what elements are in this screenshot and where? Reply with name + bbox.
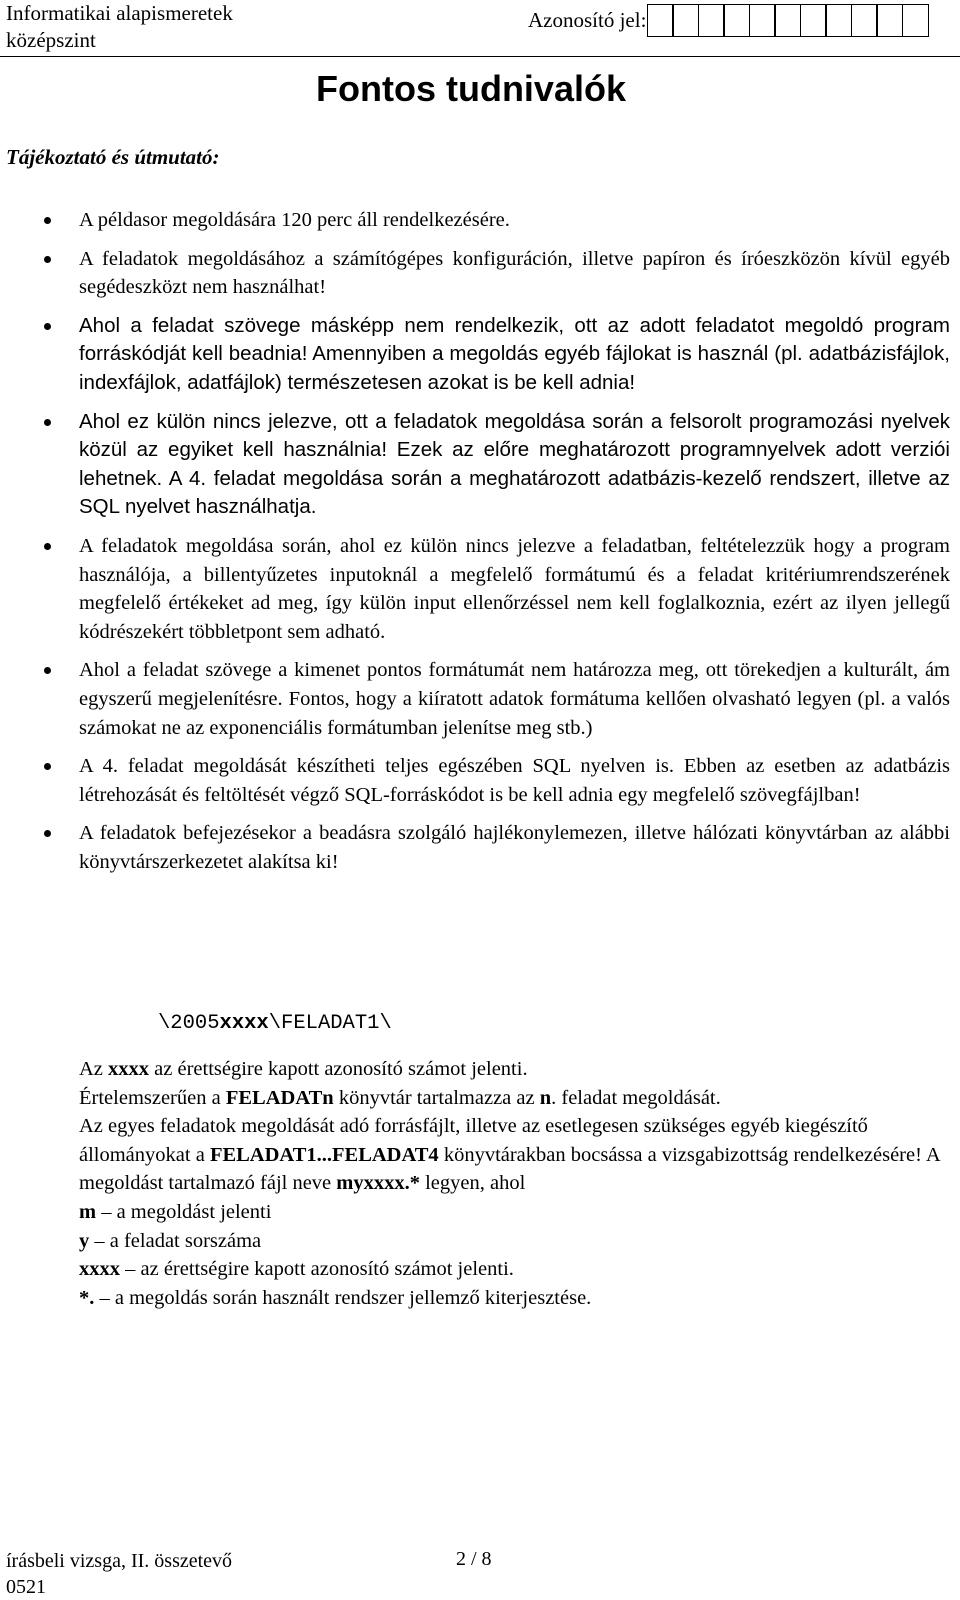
list-item (44, 752, 950, 809)
bullet-icon (44, 763, 51, 770)
list-item-text: Ahol a feladat szövege másképp nem rendelkezik, ott az adott feladatot megoldó program forráskódját kell beadnia! Amennyiben a megoldás egyéb fájlokat is használ (pl. adatbázisfájlok, indexfájlok, adatfájlok) természetesen azokat is be kell adnia! (79, 313, 950, 394)
id-digit-box (876, 4, 903, 37)
explanation-line: Az xxxx az érettségire kapott azonosító számot jelenti. (79, 1058, 528, 1080)
id-digit-box (749, 4, 776, 37)
section-subtitle: Tájékoztató és útmutató: (6, 145, 220, 169)
naming-explanation (79, 1055, 949, 1312)
list-item-text: A feladatok megoldása során, ahol ez külön nincs jelezve a feladatban, feltételezzük hogy a program használója, a billentyűzetes inputoknál a megfelelő formátumú és a feladat kritériumrendszerének megfelelő értékeket ad meg, így külön input ellenőrzéssel nem kell foglalkoznia, ezért az ilyen jellegű kódrészekért többletpont sem adható. (79, 534, 950, 643)
header-level: középszint (6, 28, 96, 52)
legend-line: m – a megoldást jelenti (79, 1200, 272, 1223)
header-divider (0, 56, 960, 57)
id-digit-box (774, 4, 801, 37)
footer-code: 0521 (6, 1576, 46, 1598)
legend-line: y – a feladat sorszáma (79, 1229, 262, 1252)
list-item (44, 408, 950, 522)
list-item (44, 819, 950, 876)
list-item-text: A példasor megoldására 120 perc áll rendelkezésére. (79, 209, 510, 231)
directory-path: \2005xxxx\FELADAT1\ (158, 1012, 392, 1035)
list-item-text: Ahol a feladat szövege a kimenet pontos formátumát nem határozza meg, ott törekedjen a kulturált, ám egyszerű megjelenítésre. Fontos, hogy a kiíratott adatok formátuma kellően olvasható legyen (pl. a valós számokat ne az exponenciális formátumban jelenítse meg stb.) (79, 659, 950, 739)
id-digit-box (825, 4, 852, 37)
id-digit-box (698, 4, 725, 37)
id-digit-box (672, 4, 699, 37)
list-item-text: A 4. feladat megoldását készítheti teljes egészében SQL nyelven is. Ebben az esetben az adatbázis létrehozását és feltöltését végző SQL-forráskódot is be kell adnia egy megfelelő szövegfájlban! (79, 755, 950, 806)
explanation-line: Az egyes feladatok megoldását adó forrásfájlt, illetve az esetlegesen szükséges egyéb kiegészítő állományokat a FELADAT1...FELADAT4 könyvtárakban bocsássa a vizsgabizottság rendelkezésére! A megoldást tartalmazó fájl neve myxxxx.* legyen, ahol (79, 1115, 940, 1195)
id-digit-box (851, 4, 878, 37)
id-digit-box (647, 4, 674, 37)
legend-line: *. – a megoldás során használt rendszer jellemző kiterjesztése. (79, 1286, 592, 1309)
list-item-text: A feladatok befejezésekor a beadásra szolgáló hajlékonylemezen, illetve hálózati könyvtárban az alábbi könyvtárszerkezetet alakítsa ki! (79, 822, 950, 873)
explanation-line: Értelemszerűen a FELADATn könyvtár tartalmazza az n. feladat megoldását. (79, 1086, 721, 1109)
id-digit-box (800, 4, 827, 37)
page-number: 2 / 8 (456, 1548, 492, 1570)
bullet-icon (44, 323, 51, 330)
instructions-list (44, 206, 950, 886)
id-boxes (648, 4, 929, 37)
id-label: Azonosító jel: (528, 8, 647, 32)
header-subject-block (6, 0, 233, 54)
bullet-icon (44, 217, 51, 224)
id-digit-box (723, 4, 750, 37)
bullet-icon (44, 543, 51, 550)
list-item (44, 312, 950, 398)
page-title: Fontos tudnivalók (316, 68, 626, 109)
list-item (44, 532, 950, 646)
header-subject: Informatikai alapismeretek (6, 1, 233, 25)
list-item-text: Ahol ez külön nincs jelezve, ott a feladatok megoldása során a felsorolt programozási nyelvek közül az egyiket kell használnia! Ezek az előre meghatározott programnyelvek adott verziói lehetnek. A 4. feladat megoldása során a meghatározott adatbázis-kezelő rendszert, illetve az SQL nyelvet használhatja. (79, 409, 950, 519)
list-item-text: A feladatok megoldásához a számítógépes konfiguráción, illetve papíron és íróeszközön kívül egyéb segédeszközt nem használhat! (79, 247, 950, 299)
bullet-icon (44, 256, 51, 263)
bullet-icon (44, 830, 51, 837)
list-item (44, 206, 950, 235)
footer (6, 1548, 232, 1600)
list-item (44, 245, 950, 302)
bullet-icon (44, 419, 51, 426)
list-item (44, 656, 950, 742)
legend-line: xxxx – az érettségire kapott azonosító számot jelenti. (79, 1258, 514, 1281)
footer-exam: írásbeli vizsga, II. összetevő (6, 1550, 233, 1572)
id-digit-box (902, 4, 929, 37)
bullet-icon (44, 667, 51, 674)
